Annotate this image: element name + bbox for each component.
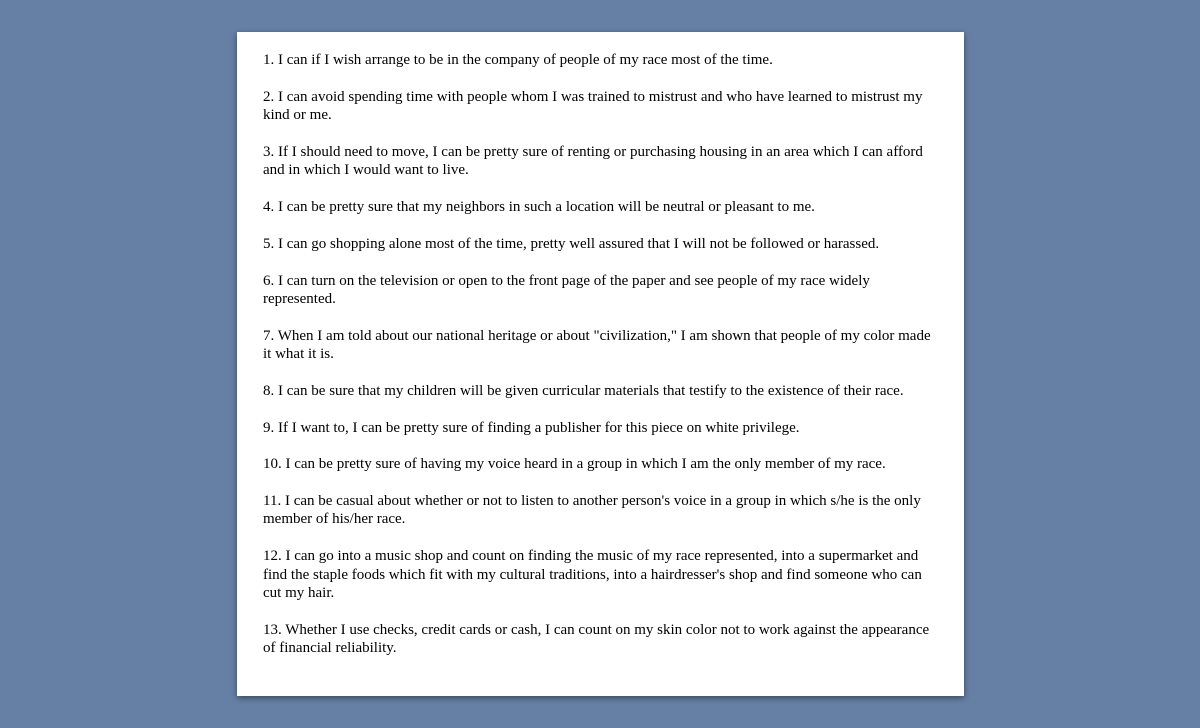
list-item: 13. Whether I use checks, credit cards or cash, I can count on my skin color not to work against the appearance of financial reliability. <box>263 621 930 656</box>
list-item: 8. I can be sure that my children will be given curricular materials that testify to the existence of their race. <box>263 382 904 399</box>
list-item: 9. If I want to, I can be pretty sure of finding a publisher for this piece on white privilege. <box>263 419 800 436</box>
list-item: 2. I can avoid spending time with people whom I was trained to mistrust and who have learned to mistrust my kind or me. <box>263 88 923 124</box>
list-item: 1. I can if I wish arrange to be in the company of people of my race most of the time. <box>263 52 773 68</box>
document-page <box>237 32 964 696</box>
list-item: 6. I can turn on the television or open to the front page of the paper and see people of my race widely represented. <box>263 272 870 307</box>
list-item: 3. If I should need to move, I can be pretty sure of renting or purchasing housing in an area which I can afford and in which I would want to live. <box>263 143 923 179</box>
list-item: 11. I can be casual about whether or not to listen to another person's voice in a group in which s/he is the only member of his/her race. <box>263 493 921 528</box>
list-item: 12. I can go into a music shop and count on finding the music of my race represented, into a supermarket and find the staple foods which fit with my cultural traditions, into a hairdresser's shop and find someone who can cut my hair. <box>263 548 922 601</box>
list-item: 10. I can be pretty sure of having my voice heard in a group in which I am the only member of my race. <box>263 456 886 473</box>
list-item: 5. I can go shopping alone most of the time, pretty well assured that I will not be followed or harassed. <box>263 235 880 252</box>
list-item: 7. When I am told about our national heritage or about "civilization," I am shown that people of my color made it what it is. <box>263 327 931 362</box>
list-item: 4. I can be pretty sure that my neighbors in such a location will be neutral or pleasant to me. <box>263 198 815 215</box>
